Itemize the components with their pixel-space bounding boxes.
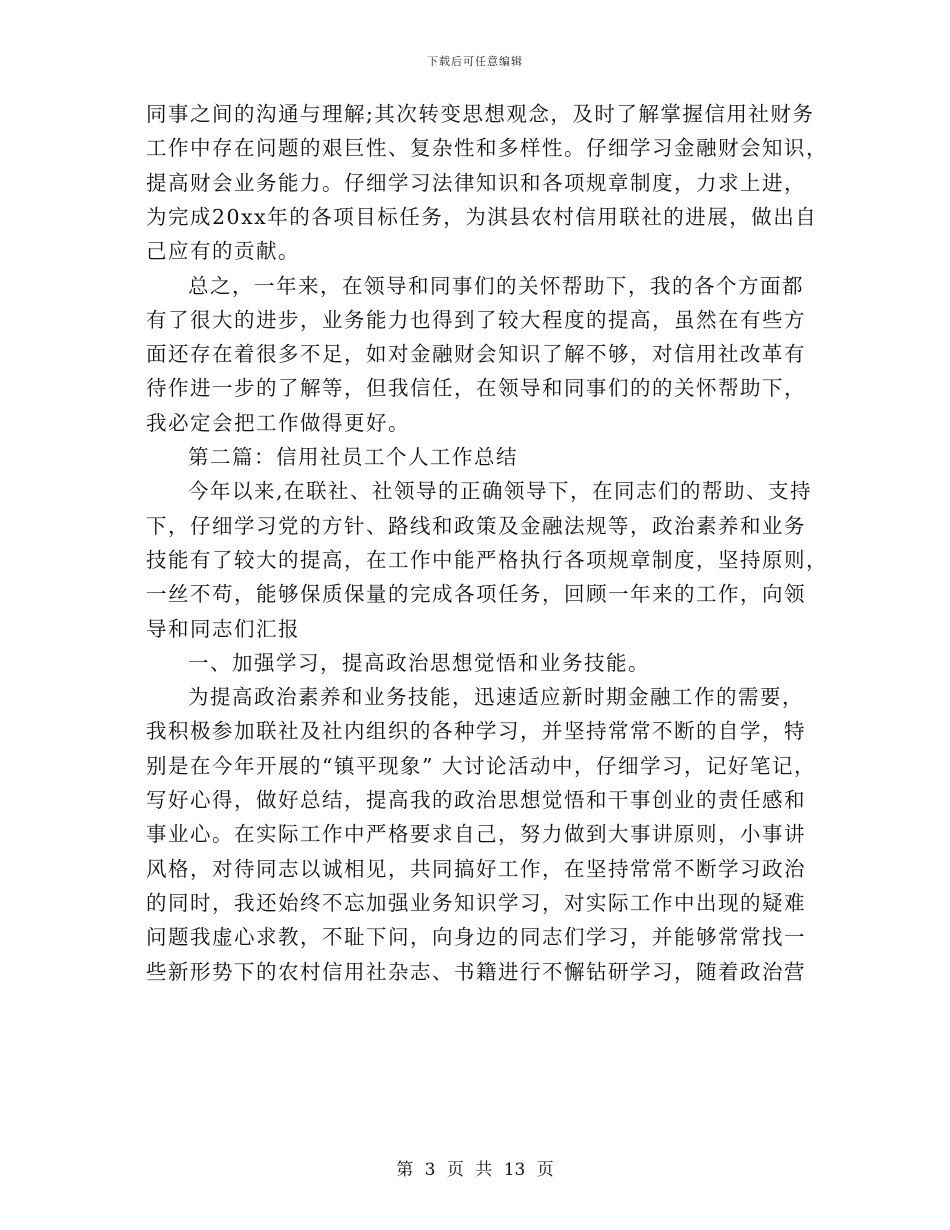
text-line: 问题我虚心求教，不耻下问，向身边的同志们学习，并能够常常找一 xyxy=(146,925,806,950)
text-line: 导和同志们汇报 xyxy=(146,616,300,641)
text-line: 第二篇：信用社员工个人工作总结 xyxy=(188,445,518,469)
text-line: 为提高政治素养和业务技能，迅速适应新时期金融工作的需要， xyxy=(188,685,804,710)
text-line: 写好心得，做好总结，提高我的政治思想觉悟和干事创业的责任感和 xyxy=(146,788,806,812)
page-header: 下载后可任意编辑 xyxy=(427,55,523,68)
text-line: 的同时，我还始终不忘加强业务知识学习，对实际工作中出现的疑难 xyxy=(146,890,806,915)
text-line: 事业心。在实际工作中严格要求自己，努力做到大事讲原则，小事讲 xyxy=(146,822,806,847)
text-line: 别是在今年开展的“镇平现象” 大讨论活动中，仔细学习，记好笔记， xyxy=(146,753,816,778)
text-line: 工作中存在问题的艰巨性、复杂性和多样性。仔细学习金融财会知识， xyxy=(146,136,828,161)
text-line: 技能有了较大的提高，在工作中能严格执行各项规章制度，坚持原则， xyxy=(146,547,828,572)
text-line: 我必定会把工作做得更好。 xyxy=(146,410,410,435)
text-line: 一、加强学习，提高政治思想觉悟和业务技能。 xyxy=(188,650,650,675)
text-line: 下，仔细学习党的方针、路线和政策及金融法规等，政治素养和业务 xyxy=(146,513,806,538)
text-line: 为完成20xx年的各项目标任务，为淇县农村信用联社的进展，做出自 xyxy=(146,204,818,229)
text-line: 有了很大的进步，业务能力也得到了较大程度的提高，虽然在有些方 xyxy=(146,307,806,332)
text-line: 些新形势下的农村信用社杂志、书籍进行不懈钻研学习，随着政治营 xyxy=(146,959,806,984)
text-line: 风格，对待同志以诚相见，共同搞好工作，在坚持常常不断学习政治 xyxy=(146,856,806,881)
text-line: 总之，一年来，在领导和同事们的关怀帮助下，我的各个方面都 xyxy=(188,273,804,298)
text-line: 提高财会业务能力。仔细学习法律知识和各项规章制度，力求上进， xyxy=(146,170,806,195)
text-line: 我积极参加联社及社内组织的各种学习，并坚持常常不断的自学，特 xyxy=(146,719,806,744)
text-line: 今年以来,在联社、社领导的正确领导下，在同志们的帮助、支持 xyxy=(188,479,813,504)
text-line: 面还存在着很多不足，如对金融财会知识了解不够，对信用社改革有 xyxy=(146,342,806,367)
text-line: 待作进一步的了解等，但我信任，在领导和同事们的的关怀帮助下， xyxy=(146,376,806,401)
text-line: 己应有的贡献。 xyxy=(146,239,300,264)
text-line: 一丝不苟，能够保质保量的完成各项任务，回顾一年来的工作，向领 xyxy=(146,582,806,607)
page-number-footer: 第 3 页 共 13 页 xyxy=(396,1160,554,1180)
text-line: 同事之间的沟通与理解;其次转变思想观念，及时了解掌握信用社财务 xyxy=(146,102,815,126)
